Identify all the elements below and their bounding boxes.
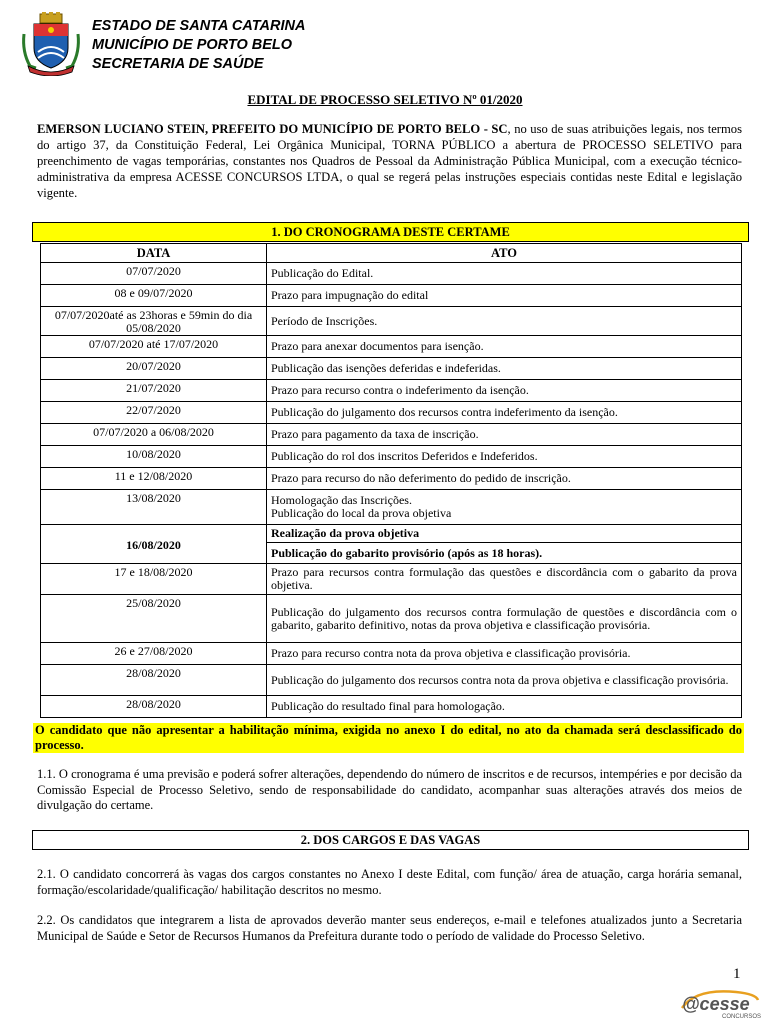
- table-row: [41, 263, 742, 285]
- row-act: Prazo para recurso do não deferimento do pedido de inscrição.: [267, 468, 742, 490]
- col-header-act: ATO: [267, 244, 742, 263]
- header-department: SECRETARIA DE SAÚDE: [92, 56, 264, 72]
- row-date: 16/08/2020: [41, 525, 267, 564]
- row-act: Prazo para impugnação do edital: [267, 285, 742, 307]
- intro-bold-lead: EMERSON LUCIANO STEIN, PREFEITO DO MUNICÍPIO DE PORTO BELO - SC: [37, 122, 508, 136]
- table-row: [41, 643, 742, 665]
- intro-paragraph: [37, 121, 742, 201]
- table-row: [41, 307, 742, 336]
- row-act: Prazo para recurso contra nota da prova objetiva e classificação provisória.: [267, 643, 742, 665]
- row-act: Prazo para recurso contra o indeferimento da isenção.: [267, 380, 742, 402]
- row-act: Publicação do julgamento dos recursos contra formulação de questões e discordância com o gabarito, gabarito definitivo, notas da prova objetiva e classificação provisória.: [267, 595, 742, 643]
- table-row: [41, 468, 742, 490]
- table-row: [41, 285, 742, 307]
- row-act-line: Homologação das Inscrições.: [271, 493, 412, 507]
- row-date: 10/08/2020: [41, 446, 267, 468]
- table-row: [41, 358, 742, 380]
- row-date: 13/08/2020: [41, 490, 267, 525]
- table-row: [41, 380, 742, 402]
- row-date: 20/07/2020: [41, 358, 267, 380]
- schedule-header-row: [41, 244, 742, 263]
- edital-title: EDITAL DE PROCESSO SELETIVO Nº 01/2020: [247, 92, 523, 107]
- row-act-line: Publicação do local da prova objetiva: [271, 506, 452, 520]
- schedule-table: [40, 243, 742, 718]
- row-date: 21/07/2020: [41, 380, 267, 402]
- row-date: 28/08/2020: [41, 696, 267, 718]
- table-row: [41, 424, 742, 446]
- section-2-title: 2. DOS CARGOS E DAS VAGAS: [32, 830, 749, 850]
- row-act: Publicação do rol dos inscritos Deferidos e Indeferidos.: [267, 446, 742, 468]
- row-act: Prazo para pagamento da taxa de inscrição.: [267, 424, 742, 446]
- row-date: 07/07/2020: [41, 263, 267, 285]
- table-row: [41, 665, 742, 696]
- row-date: 07/07/2020 a 06/08/2020: [41, 424, 267, 446]
- paragraph-1-1: 1.1. O cronograma é uma previsão e poderá sofrer alterações, dependendo do número de inscritos e de recursos, intempéries e por decisão da Comissão Especial de Processo Seletivo, sendo de responsabilidade do candidato, acompanhar suas alterações através dos meios de divulgação do certame.: [37, 767, 742, 812]
- header-state: ESTADO DE SANTA CATARINA: [92, 18, 306, 34]
- row-date: 22/07/2020: [41, 402, 267, 424]
- header-municipality: MUNICÍPIO DE PORTO BELO: [92, 37, 293, 53]
- row-date: 07/07/2020 até 17/07/2020: [41, 336, 267, 358]
- section-1-title: 1. DO CRONOGRAMA DESTE CERTAME: [32, 222, 749, 242]
- row-date: 11 e 12/08/2020: [41, 468, 267, 490]
- row-act: Prazo para recursos contra formulação das questões e discordância com o gabarito da prova objetiva.: [267, 564, 742, 595]
- row-act: Publicação do resultado final para homologação.: [267, 696, 742, 718]
- row-act: Publicação do julgamento dos recursos contra indeferimento da isenção.: [267, 402, 742, 424]
- row-act: Publicação das isenções deferidas e indeferidas.: [267, 358, 742, 380]
- row-date: 28/08/2020: [41, 665, 267, 696]
- row-date: 08 e 09/07/2020: [41, 285, 267, 307]
- col-header-date: DATA: [41, 244, 267, 263]
- table-row: [41, 595, 742, 643]
- paragraph-2-2: 2.2. Os candidatos que integrarem a lista de aprovados deverão manter seus endereços, e-mail e telefones atualizados junto a Secretaria Municipal de Saúde e Setor de Recursos Humanos da Prefeitura durante todo o período de validade do Processo Seletivo.: [37, 913, 742, 943]
- table-row: [41, 446, 742, 468]
- row-act: Publicação do gabarito provisório (após as 18 horas).: [267, 543, 742, 564]
- row-date: 25/08/2020: [41, 595, 267, 643]
- row-date: 07/07/2020até as 23horas e 59min do dia 05/08/2020: [41, 307, 267, 336]
- row-act: Prazo para anexar documentos para isenção.: [267, 336, 742, 358]
- row-act: Período de Inscrições.: [267, 307, 742, 336]
- table-row: [41, 402, 742, 424]
- paragraph-2-1: 2.1. O candidato concorrerá às vagas dos cargos constantes no Anexo I deste Edital, com função/ área de atuação, carga horária semanal, formação/escolaridade/qualificação/ habilitação descritos no mesmo.: [37, 867, 742, 897]
- table-row: [41, 525, 742, 543]
- disqualification-notice: O candidato que não apresentar a habilitação mínima, exigida no anexo I do edital, no ato da chamada será desclassificado do processo.: [35, 723, 742, 752]
- table-row: [41, 696, 742, 718]
- table-row: [41, 490, 742, 525]
- intro-text: , no uso de suas atribuições legais, nos termos do artigo 37, da Constituição Federal, Lei Orgânica Municipal, TORNA PÚBLICO a abertura de PROCESSO SELETIVO para preenchimento de vagas temporárias, constantes nos Quadros de Pessoal da Administração Pública Municipal, com a execução técnico-administrativa da empresa ACESSE CONCURSOS LTDA, o qual se regerá pelas instruções especiais contidas neste Edital e legislação vigente.: [37, 122, 742, 200]
- table-row: [41, 564, 742, 595]
- logo-text: @cesse: [682, 994, 750, 1014]
- row-act: Publicação do Edital.: [267, 263, 742, 285]
- acesse-concursos-logo: [676, 986, 762, 1020]
- table-row: [41, 336, 742, 358]
- row-act: Realização da prova objetiva: [267, 525, 742, 543]
- row-act: Publicação do julgamento dos recursos contra nota da prova objetiva e classificação provisória.: [267, 665, 742, 696]
- municipal-coat-of-arms-icon: [20, 12, 82, 76]
- row-act: [267, 490, 742, 525]
- row-date: 17 e 18/08/2020: [41, 564, 267, 595]
- logo-subtext: CONCURSOS: [722, 1014, 762, 1020]
- row-date: 26 e 27/08/2020: [41, 643, 267, 665]
- page-number: 1: [733, 966, 741, 982]
